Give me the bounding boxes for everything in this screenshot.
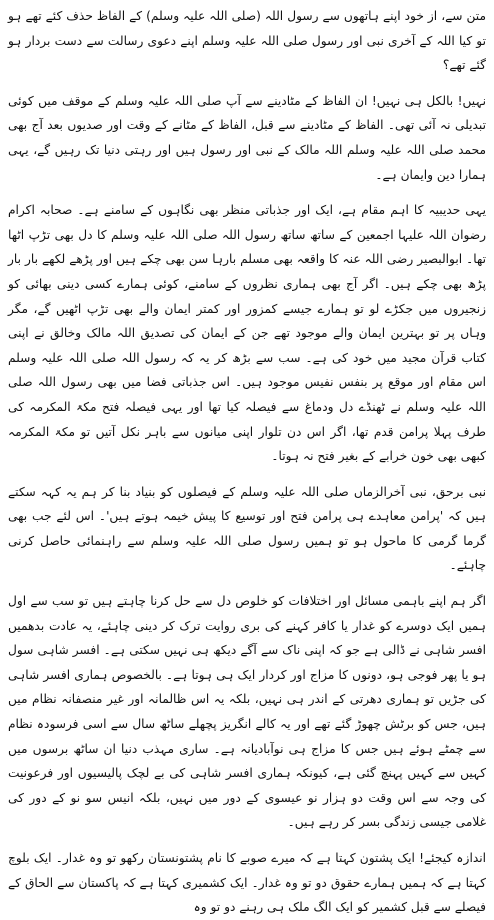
paragraph-4: نبی برحق، نبی آخرالزماں صلی اللہ علیہ وسلم کے فیصلوں کو بنیاد بنا کر ہم یہ کہہ سکتے ہیں کہ 'پرامن معاہدے ہی پرامن فتح اور توسیع کا پیش خیمہ ہوتے ہیں'۔ اس لئے جب بھی گرما گرمی کا ماحول ہو تو ہمیں رسول صلی اللہ علیہ وسلم سے راہنمائی حاصل کرنی چاہئے۔ [8, 484, 486, 573]
paragraph-6: اندازہ کیجئے! ایک پشتون کہتا ہے کہ میرے صوبے کا نام پشتونستان رکھو تو وہ غدار۔ ایک بلوچ کہتا ہے کہ ہمیں ہمارے حقوق دو تو وہ غدار۔ ایک کشمیری کہتا ہے کہ پاکستان سے الحاق کے فیصلے سے قبل کشمیر کو ایک الگ ملک ہی رہنے دو تو وہ [8, 851, 486, 915]
paragraph-3: یہی حدیبیہ کا اہم مقام ہے، ایک اور جذباتی منظر بھی نگاہوں کے سامنے ہے۔ صحابہ اکرام رضوان اللہ علیہا اجمعین کے ساتھ ساتھ رسول اللہ صلی اللہ علیہ وسلم کا دل بھی تڑپ اٹھا تھا۔ ابوالبصیر رضی اللہ عنہ کا واقعہ بھی مسلم بارہا سن بھی چکے ہیں اور پڑھے لکھے بار بار پڑھ بھی چکے ہیں۔ اگر آج بھی ہماری نظروں کے سامنے، کوئی ہمارے کسی دینی بھائی کو زنجیروں میں جکڑے لو تو ہمارے جیسے کمزور اور کمتر ایمان والے بھی تڑپ اٹھیں گے، مگر وہاں پر تو بہترین ایمان والے موجود تھے جن کے ایمان کی تصدیق اللہ مالک وخالق نے اپنی کتاب قرآن مجید میں خود کی ہے۔ سب سے بڑھ کر یہ کہ رسول اللہ صلی اللہ علیہ وسلم اس مقام اور موقع پر بنفس نفیس موجود ہیں۔ اس جذباتی فضا میں بھی رسول اللہ صلی اللہ علیہ وسلم نے ٹھنڈے دل ودماغ سے فیصلہ کیا تھا اور یہی فیصلہ فتح مکۃ المکرمہ کی طرف پہلا پرامن قدم تھا، اگر اس دن تلوار اپنی میانوں سے باہر نکل آتیں تو مکۃ المکرمہ کبھی بھی خون خرابے کے بغیر فتح نہ ہوتا۔ [8, 203, 486, 464]
paragraph-1: متن سے، از خود اپنے ہاتھوں سے رسول اللہ (صلی اللہ علیہ وسلم) کے الفاظ حذف کئے تھے ہو تو کیا اللہ کے آخری نبی اور رسول صلی اللہ علیہ وسلم اپنے دعوی رسالت سے دست بردار ہو گئے تھے؟ [8, 9, 486, 73]
paragraph-2: نہیں! بالکل ہی نہیں! ان الفاظ کے مٹادینے سے آپ صلی اللہ علیہ وسلم کے موقف میں کوئی تبدیلی نہ آئی تھی۔ الفاظ کے مٹادینے سے قبل، الفاظ کے مٹانے کے وقت اور صدیوں بعد آج بھی محمد صلی اللہ علیہ وسلم اللہ مالک کے نبی اور رسول ہیں اور رہتی دنیا تک رہیں گے، یہی ہمارا دین وایمان ہے۔ [8, 93, 486, 182]
paragraph-5: اگر ہم اپنے باہمی مسائل اور اختلافات کو خلوص دل سے حل کرنا چاہتے ہیں تو سب سے اول ہمیں ایک دوسرے کو غدار یا کافر کہنے کی بری روایت ترک کر دینی چاہئے، یہ عادت بدھمیں افسر شاہی نے ڈالی ہے جو کہ اپنی ناک سے آگے دیکھ ہی نہیں سکتی ہے۔ افسر شاہی سول ہو یا پھر فوجی ہو، دونوں کا مزاج اور کردار ایک ہی ہوتا ہے۔ بالخصوص ہماری افسر شاہی کی جڑیں تو ہماری دھرتی کے اندر ہی نہیں، بلکہ یہ اس ظالمانہ اور غیر منصفانہ نظام میں ہیں، جس کو برٹش چھوڑ گئے تھے اور یہ کالے انگریز پچھلے ساٹھ سال سے اسی فرسودہ نظام سے چمٹے ہوئے ہیں جس کا مزاج ہی نوآبادیانہ ہے۔ ساری مہذب دنیا ان ساٹھ برسوں میں کہیں سے کہیں پہنچ گئی ہے، کیونکہ ہماری افسر شاہی کی بے لچک پالیسیوں اور فرعونیت کی وجہ سے اس وقت دو ہزار نو عیسوی کے دور میں نہیں، بلکہ انیس سو نو کے دور کی غلامی جیسی زندگی بسر کر رہے ہیں۔ [8, 594, 486, 830]
